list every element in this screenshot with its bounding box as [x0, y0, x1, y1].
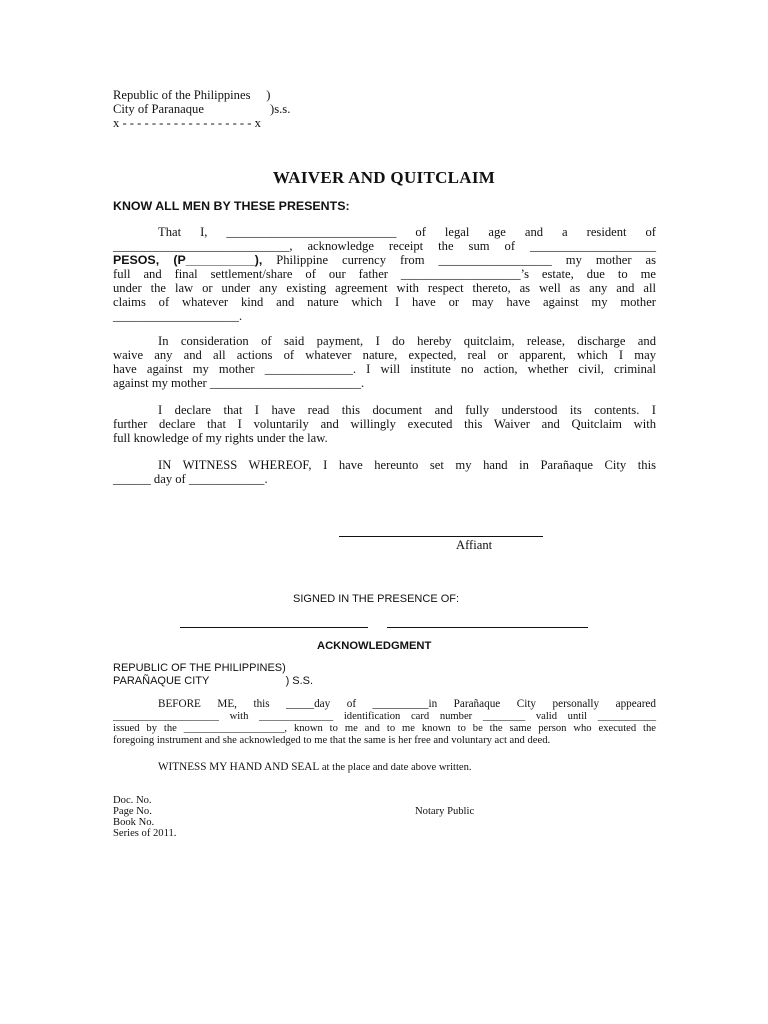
affiant-signature-line: [339, 536, 543, 537]
p1-line-1: That I, ___________________________ of legal age and a resident of: [158, 225, 656, 239]
ack-venue-line-1: REPUBLIC OF THE PHILIPPINES): [113, 662, 286, 674]
acknowledgment-heading: ACKNOWLEDGMENT: [317, 640, 432, 652]
p3-line-3: full knowledge of my rights under the law.: [113, 431, 328, 445]
p4-line-1: IN WITNESS WHEREOF, I have hereunto set my hand in Parañaque City this: [158, 458, 656, 472]
signed-presence-label: SIGNED IN THE PRESENCE OF:: [293, 593, 460, 605]
p1-line-7: ____________________.: [113, 309, 243, 323]
page-no: Page No.: [113, 806, 152, 817]
p2-line-2: waive any and all actions of whatever nature, expected, real or apparent, which I may: [113, 348, 656, 362]
ack-line-1: BEFORE ME, this _____day of __________in Parañaque City personally appeared: [158, 698, 656, 710]
p2-line-3: have against my mother ______________. I will institute no action, whether civil, criminal: [113, 362, 656, 376]
ack-venue-line-2: PARAÑAQUE CITY ) S.S.: [113, 675, 314, 687]
p2-line-4: against my mother ________________________.: [113, 376, 365, 390]
witness-signature-line-1: [180, 627, 368, 628]
document-title: WAIVER AND QUITCLAIM: [272, 168, 496, 187]
venue-line-1: Republic of the Philippines ): [113, 88, 271, 102]
ack-line-4: foregoing instrument and she acknowledged to me that the same is her free and voluntary act and deed.: [113, 735, 551, 746]
witness-signature-line-2: [387, 627, 588, 628]
p1-line-3-rest: Philippine currency from __________________ my mother as: [262, 253, 656, 267]
venue-line-3: x - - - - - - - - - - - - - - - - - - x: [113, 116, 261, 130]
witness-hand-seal: [158, 757, 472, 775]
witness-hand-caps: WITNESS MY HAND AND SEAL: [158, 761, 320, 773]
venue-line-2: City of Paranaque )s.s.: [113, 102, 291, 116]
pesos-amount: PESOS, (P__________),: [113, 253, 263, 267]
series-year: Series of 2011.: [113, 828, 177, 839]
p1-line-5: under the law or under any existing agreement with respect thereto, as well as any and all: [113, 281, 656, 295]
p1-line-2: ____________________________, acknowledge receipt the sum of ____________________: [113, 239, 656, 253]
ack-line-3: issued by the ___________________, known to me and to me known to be the same person who executed the: [113, 723, 656, 734]
p2-line-1: In consideration of said payment, I do hereby quitclaim, release, discharge and: [158, 334, 656, 348]
p1-line-6: claims of whatever kind and nature which I have or may have against my mother: [113, 295, 656, 309]
p4-line-2: ______ day of ____________.: [113, 472, 268, 486]
ack-line-2: ____________________ with ______________ identification card number ________ valid until ___________: [113, 711, 656, 722]
know-all-heading: KNOW ALL MEN BY THESE PRESENTS:: [113, 199, 350, 213]
p1-line-4: full and final settlement/share of our father ___________________’s estate, due to me: [113, 267, 656, 281]
book-no: Book No.: [113, 817, 155, 828]
affiant-label: Affiant: [456, 538, 493, 552]
p3-line-2: further declare that I voluntarily and willingly executed this Waiver and Quitclaim with: [113, 417, 656, 431]
p1-line-3: [113, 253, 656, 267]
notary-public-label: Notary Public: [415, 806, 475, 817]
p3-line-1: I declare that I have read this document and fully understood its contents. I: [158, 403, 656, 417]
doc-no: Doc. No.: [113, 795, 152, 806]
witness-hand-rest: at the place and date above written.: [319, 762, 472, 773]
